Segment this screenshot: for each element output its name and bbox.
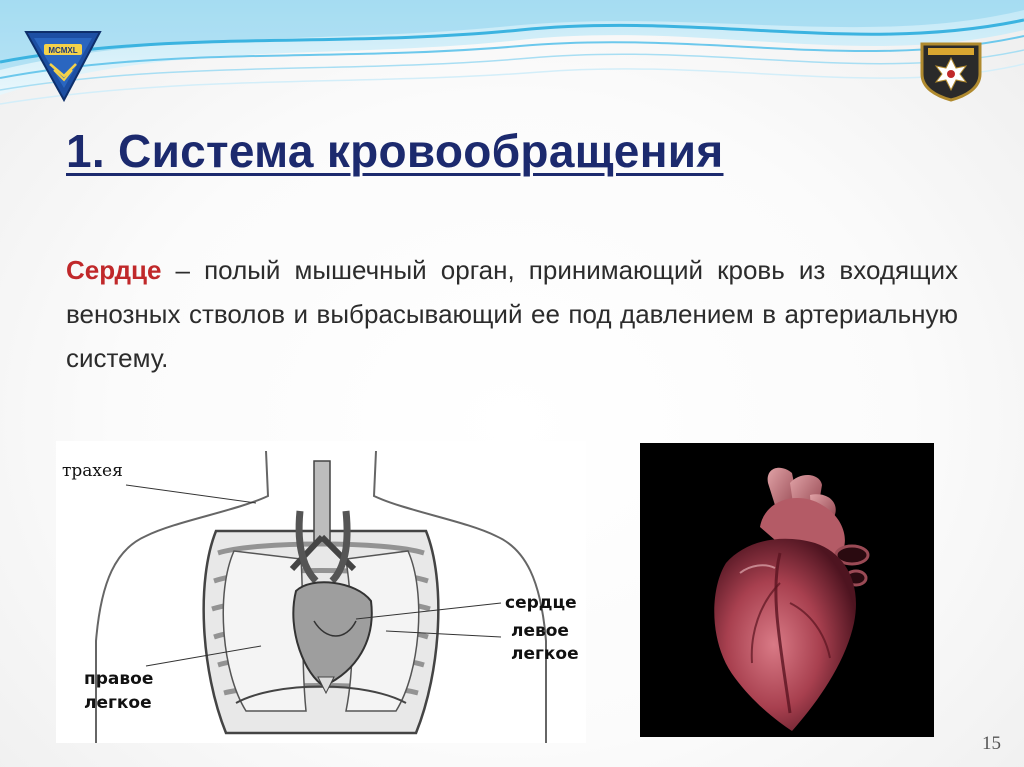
label-left-lung-1: левое [511,621,569,641]
heart-photo [640,443,934,737]
thorax-diagram [56,441,586,743]
header-waves [0,0,1024,130]
cross-badge-icon [916,36,986,102]
definition-text: – полый мышечный орган, принимающий кровь из входящих венозных стволов и выбрасывающий ее под давлением в артериальную систему. [66,255,958,373]
definition-term: Сердце [66,255,162,285]
label-right-lung-1: правое [84,669,154,689]
academy-emblem-icon [24,30,102,102]
emblem-text: MCMXL [48,46,78,55]
definition-paragraph [66,248,958,380]
label-left-lung-2: легкое [511,644,579,664]
label-heart: сердце [505,593,577,613]
slide-title: 1. Система кровообращения [66,125,724,177]
page-number: 15 [982,733,1001,754]
label-trachea: трахея [62,461,123,481]
label-right-lung-2: легкое [84,693,152,713]
